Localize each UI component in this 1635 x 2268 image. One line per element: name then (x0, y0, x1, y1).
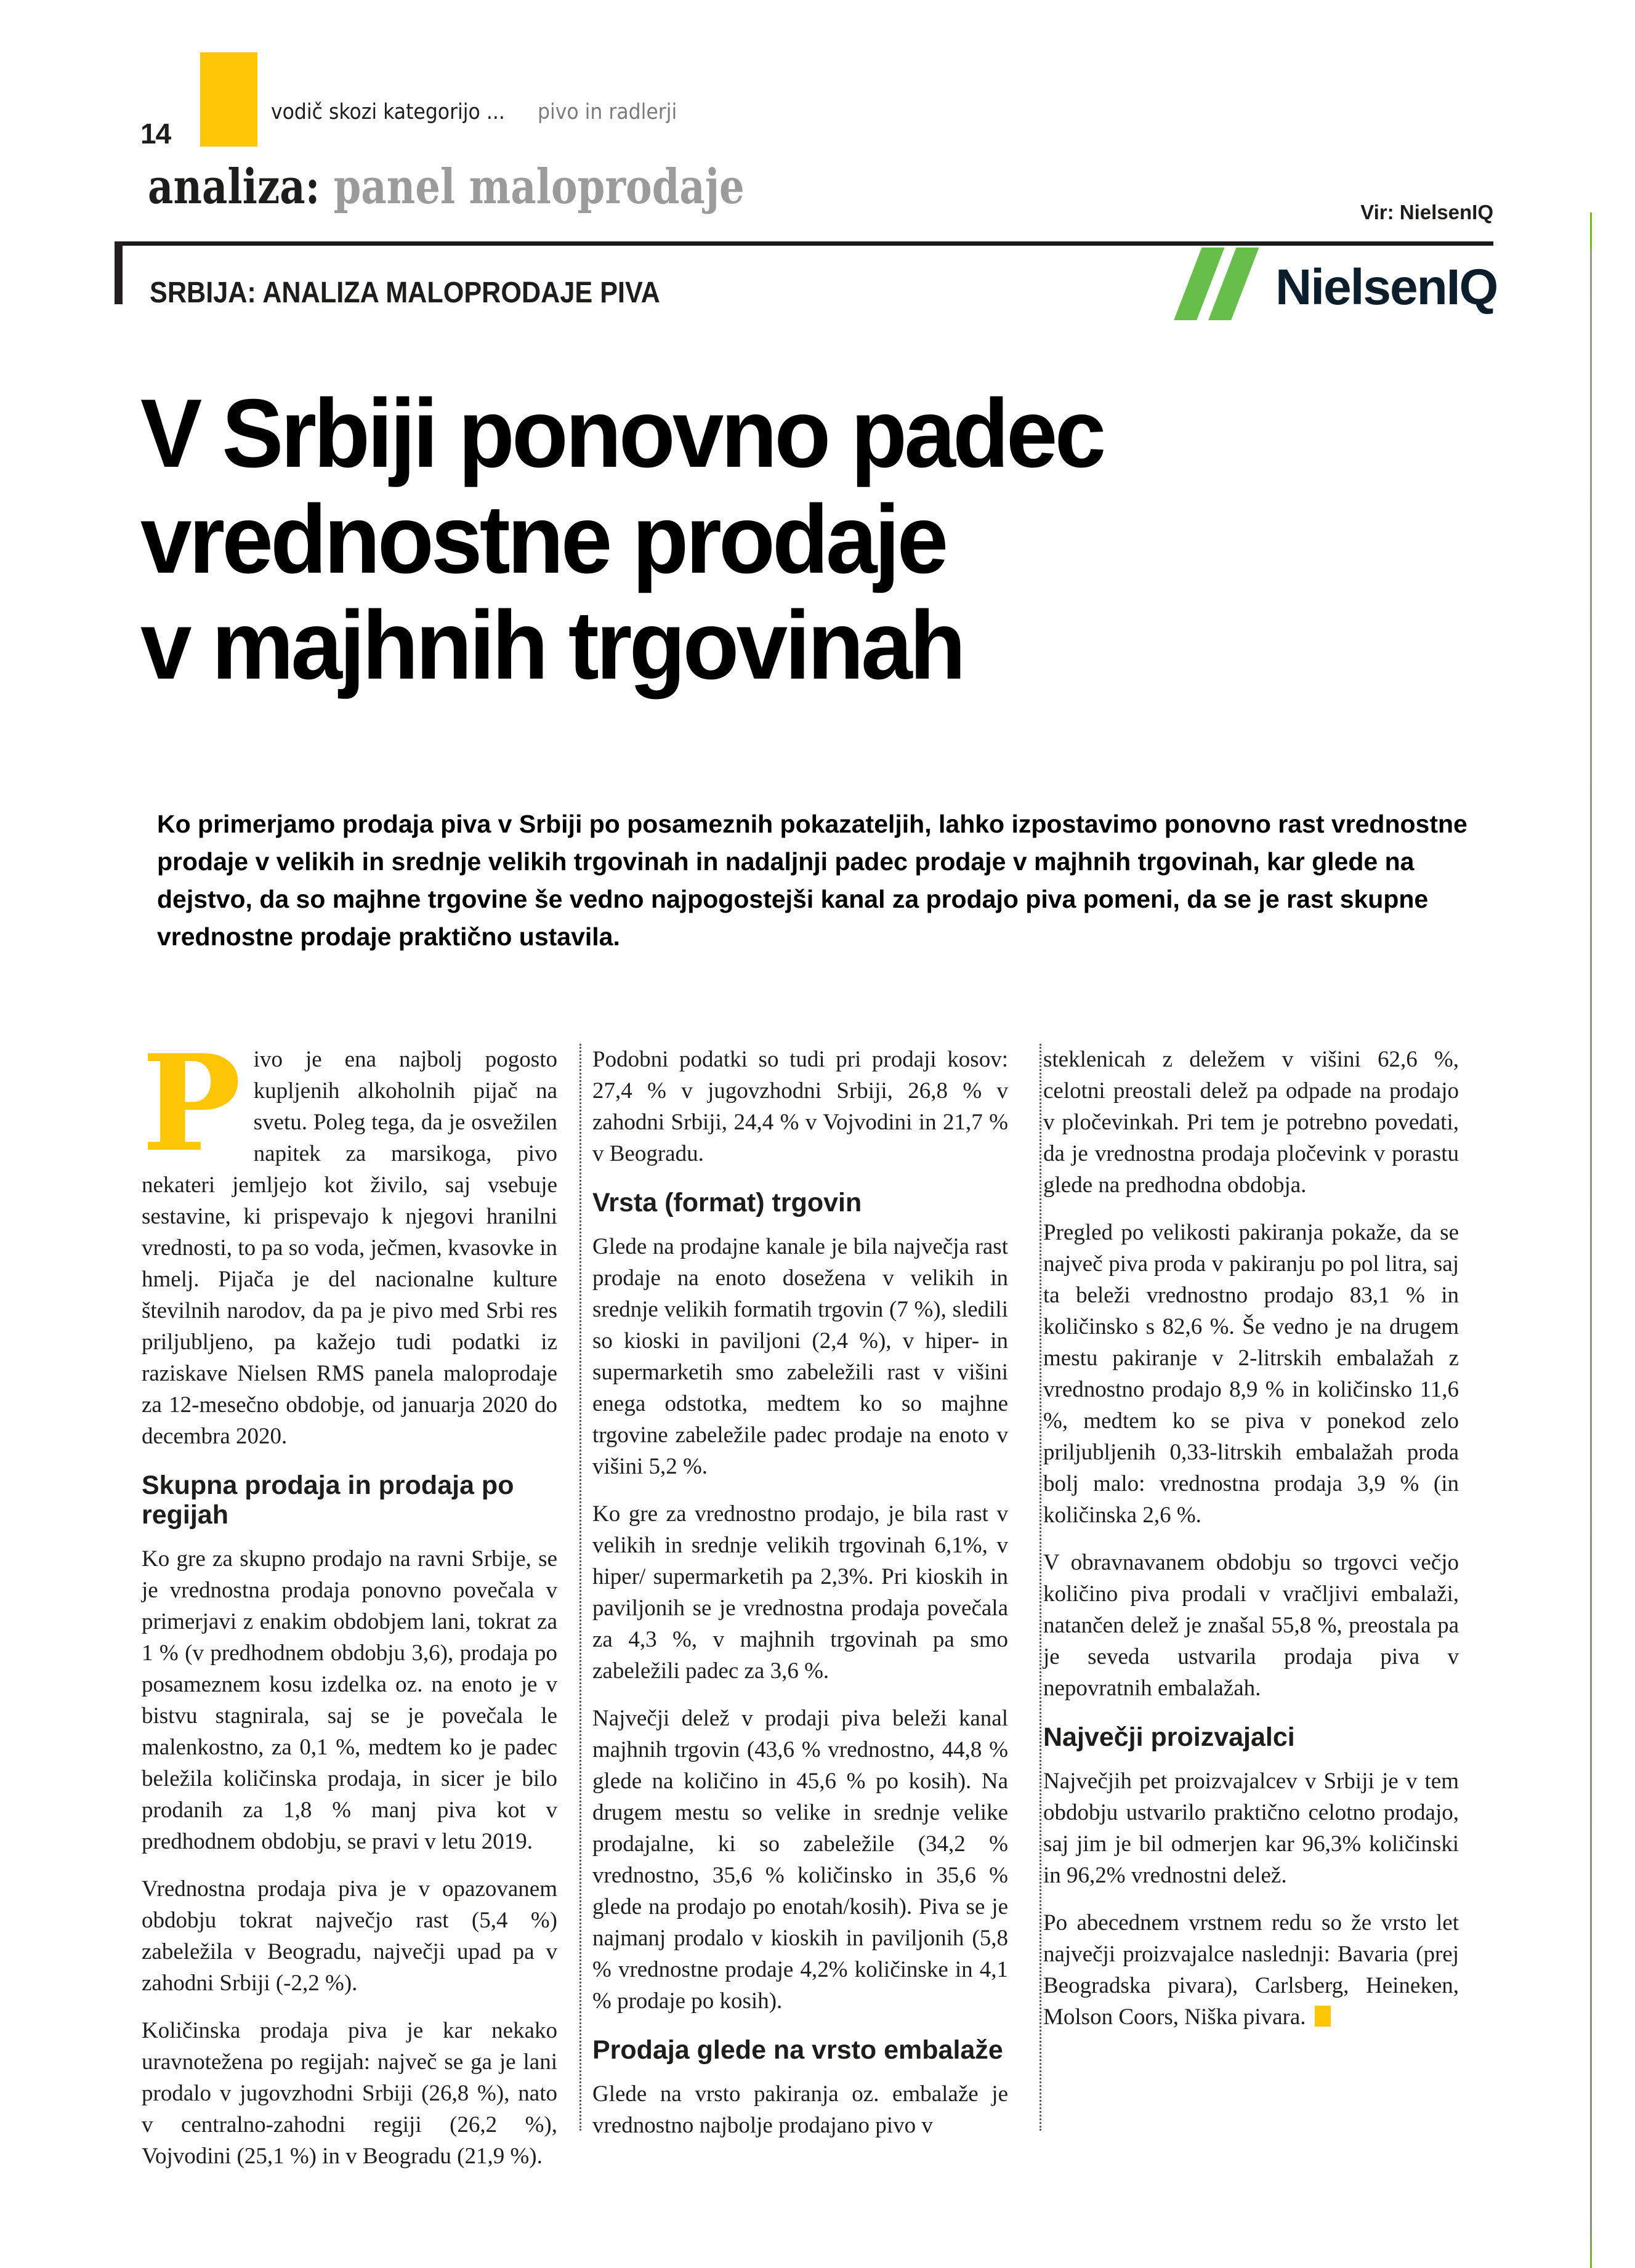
source-credit: Vir: NielsenIQ (1360, 201, 1493, 224)
paragraph: Pregled po velikosti pakiranja pokaže, da se največ piva proda v pakiranju po pol litra, saj ta beleži vrednostno prodajo 83,1 % in količinsko s 82,6 %. Še vedno je na drugem mestu pakiranje v 2-litrskih embalažah z vrednostno prodajo 8,9 % in količinsko 11,6 %, medtem ko se piva v ponekod zelo priljubljenih 0,33-litrskih embalažah proda bolj malo: vrednostna prodaja 3,9 % (in količinska 2,6 %. (1043, 1220, 1459, 1528)
paragraph: Največji delež v prodaji piva beleži kanal majhnih trgovin (43,6 % vrednostno, 44,8 % glede na količino in 45,6 % po kosih). Na drugem mestu so velike in srednje velike prodajalne, ki so zabeležile (34,2 % vrednostno, 35,6 % količinsko in 35,6 % glede na prodajo po enotah/kosih). Piva se je najmanj prodalo v kioskih in paviljonih (5,8 % vrednostne prodaje 4,2% količinske in 4,1 % prodaje po kosih). (592, 1706, 1008, 2014)
body-column-2 (592, 1044, 1008, 2157)
paragraph: Največjih pet proizvajalcev v Srbiji je v tem obdobju ustvarilo praktično celotno prodajo, saj jim je bil odmerjen kar 96,3% količinski in 96,2% vrednostni delež. (1043, 1769, 1459, 1888)
paragraph: Glede na prodajne kanale je bila največja rast prodaje na enoto dosežena v velikih in srednje velikih formatih trgovin (7 %), sledili so kioski in paviljoni (2,4 %), v hiper- in supermarketih smo zabeležili rast v višini enega odstotka, medtem ko so majhne trgovine zabeležile padec prodaje na enoto v višini 5,2 %. (592, 1234, 1008, 1479)
column-divider-1 (579, 1044, 581, 2131)
body-column-3 (1043, 1044, 1459, 2049)
yellow-corner-block (200, 52, 257, 147)
kicker-line-2: pivo in radlerji (538, 100, 677, 124)
section-header-black: analiza: (148, 159, 320, 215)
page-edge-line (1590, 212, 1592, 2268)
headline-line-2: vrednostne prodaje (140, 485, 946, 594)
nielseniq-logo-icon (1173, 245, 1272, 326)
title-bar-accent (115, 241, 123, 304)
paragraph: Glede na vrsto pakiranja oz. embalaže je vrednostno najbolje prodajano pivo v (592, 2081, 1008, 2138)
column-divider-2 (1040, 1044, 1041, 2131)
end-mark (1315, 2006, 1331, 2027)
body-column-1 (142, 1025, 557, 2188)
article-kicker: SRBIJA: ANALIZA MALOPRODAJE PIVA (150, 276, 660, 309)
kicker-line-1: vodič skozi kategorijo ... (271, 100, 505, 124)
page-number: 14 (140, 118, 171, 150)
category-kicker (271, 99, 693, 126)
paragraph: steklenicah z deležem v višini 62,6 %, celotni preostali delež pa odpade na prodajo v pločevinkah. Pri tem je potrebno povedati, da je vrednostna prodaja pločevink v porastu glede na predhodna obdobja. (1043, 1047, 1459, 1198)
headline (140, 381, 1154, 698)
subheading-proizvajalci: Največji proizvajalci (1043, 1722, 1295, 1752)
subheading-embalaza: Prodaja glede na vrsto embalaže (592, 2035, 1003, 2065)
standfirst: Ko primerjamo prodaja piva v Srbiji po posameznih pokazateljih, lahko izpostavimo ponovno rast vrednostne prodaje v velikih in srednje velikih trgovinah in nadaljnji padec prodaje v majhnih trgovinah, kar glede na dejstvo, da so majhne trgovine še vedno najpogostejši kanal za prodajo piva pomeni, da se je rast skupne vrednostne prodaje praktično ustavila. (157, 810, 1467, 951)
paragraph: Po abecednem vrstnem redu so že vrsto let največji proizvajalce naslednji: Bavaria (prej Beogradska pivara), Carlsberg, Heineken, Molson Coors, Niška pivara. (1043, 1910, 1459, 2030)
paragraph: Ko gre za vrednostno prodajo, je bila rast v velikih in srednje velikih trgovinah 6,1%, v hiper/ supermarketih pa 2,3%. Pri kioskih in paviljonih se je vrednostna prodaja povečala za 4,3 %, v majhnih trgovinah pa smo zabeležili padec za 3,6 %. (592, 1501, 1008, 1684)
subheading-skupna-prodaja: Skupna prodaja in prodaja po regijah (142, 1471, 514, 1530)
paragraph: V obravnavanem obdobju so trgovci večjo količino piva prodali v vračljivi embalaži, natančen delež je znašal 55,8 %, preostala pa je seveda ustvarila prodaja piva v nepovratnih embalažah. (1043, 1550, 1459, 1701)
paragraph: Ko gre za skupno prodajo na ravni Srbije, se je vrednostna prodaja ponovno povečala v primerjavi z enakim obdobjem lani, tokrat za 1 % (v predhodnem obdobju 3,6), prodaja po posameznem kosu izdelka oz. na enoto je v bistvu stagnirala, saj se je povečala le malenkostno, za 0,1 %, medtem ko je padec beležila količinska prodaja, in sicer je bilo prodanih za 1,8 % manj piva kot v predhodnem obdobju, se pravi v letu 2019. (142, 1546, 557, 1854)
subheading-vrsta-trgovin: Vrsta (format) trgovin (592, 1188, 862, 1217)
nielseniq-logo (1173, 245, 1497, 326)
section-header-gray: panel maloprodaje (333, 159, 745, 215)
paragraph: Količinska prodaja piva je kar nekako uravnotežena po regijah: največ se ga je lani prodalo v jugovzhodni Srbiji (26,8 %), nato v centralno-zahodni regiji (26,2 %), Vojvodini (25,1 %) in v Beogradu (21,9 %). (142, 2018, 557, 2169)
paragraph: Pivo je ena najbolj pogosto kupljenih alkoholnih pijač na svetu. Poleg tega, da je osvežilen napitek za marsikoga, pivo nekateri jemljejo kot živilo, saj vsebuje sestavine, ki prispevajo k njegovi hranilni vrednosti, to pa so voda, ječmen, kvasovke in hmelj. Pijača je del nacionalne kulture številnih narodov, da pa je pivo med Srbi res priljubljeno, pa kažejo tudi podatki iz raziskave Nielsen RMS panela maloprodaje za 12-mesečno obdobje, od januarja 2020 do decembra 2020. (142, 1025, 557, 1449)
nielseniq-logo-text: NielsenIQ (1275, 259, 1498, 315)
drop-cap: P (142, 1025, 241, 1181)
headline-line-1: V Srbiji ponovno padec (140, 379, 1104, 488)
paragraph: Podobni podatki so tudi pri prodaji kosov: 27,4 % v jugovzhodni Srbiji, 26,8 % v zahodni Srbiji, 24,4 % v Vojvodini in 21,7 % v Beogradu. (592, 1047, 1008, 1166)
section-header (148, 159, 875, 215)
headline-line-3: v majhnih trgovinah (140, 591, 963, 700)
paragraph: Vrednostna prodaja piva je v opazovanem obdobju tokrat največjo rast (5,4 %) zabeležila v Beogradu, največji upad pa v zahodni Srbiji (-2,2 %). (142, 1876, 557, 1996)
